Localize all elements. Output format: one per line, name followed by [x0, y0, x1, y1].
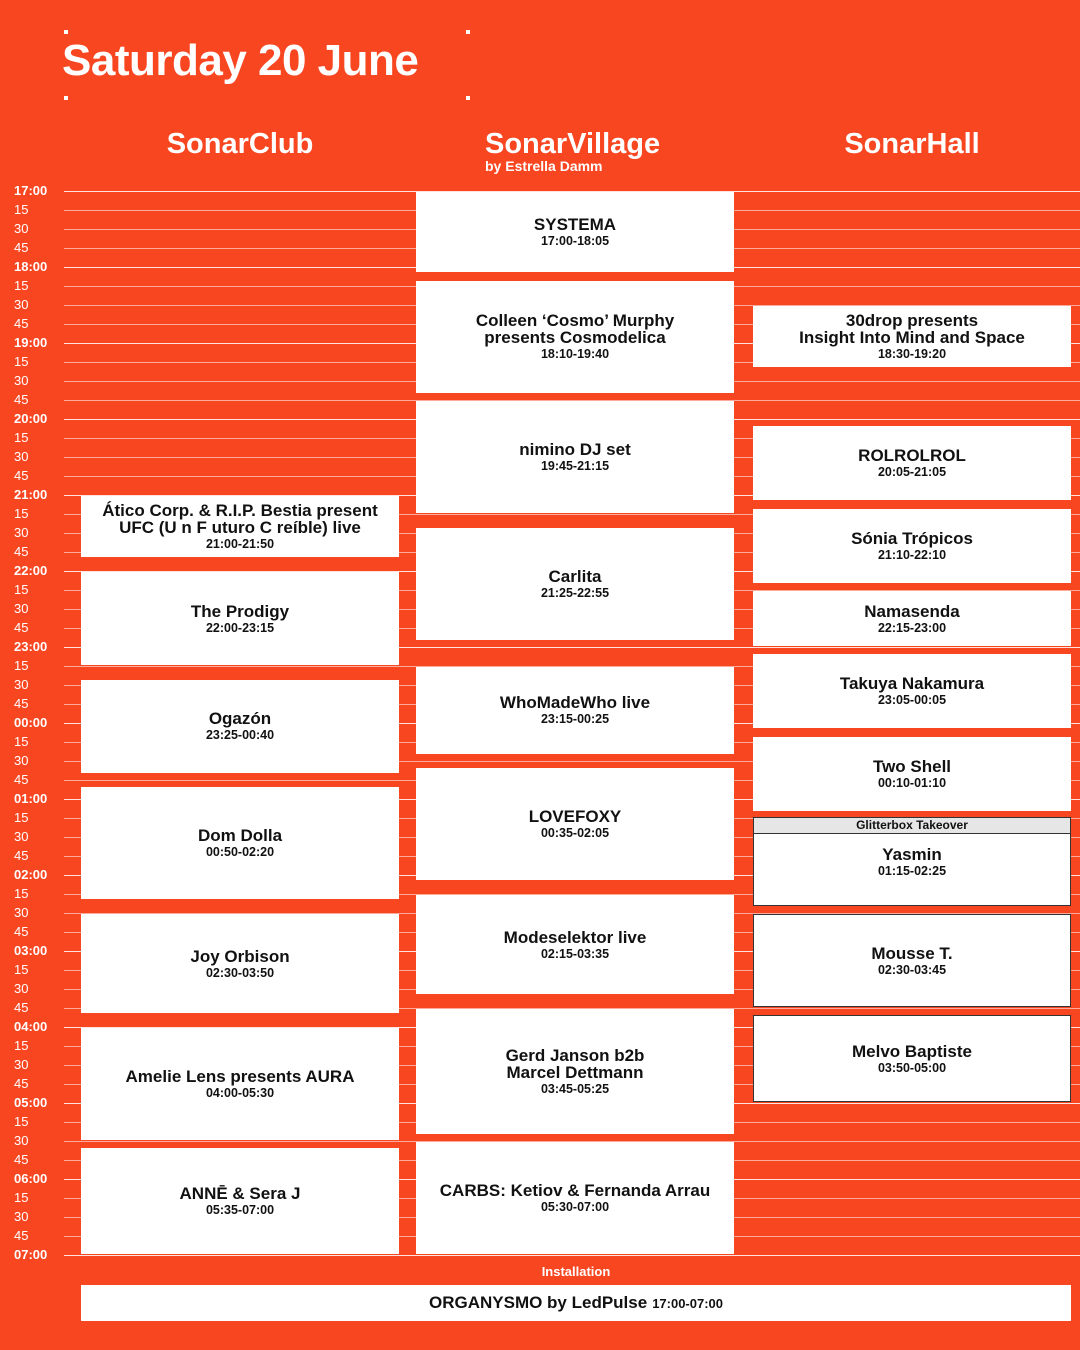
- time-label: 04:00: [14, 1019, 48, 1034]
- time-label: 15: [14, 962, 29, 977]
- event-time: 18:10-19:40: [540, 347, 610, 362]
- time-label: 15: [14, 810, 29, 825]
- time-label: 30: [14, 981, 29, 996]
- grid-line: [64, 1255, 1080, 1256]
- event-name: SYSTEMA: [533, 215, 617, 235]
- sonarvillage-event[interactable]: [416, 1142, 734, 1254]
- event-name: Gerd Janson b2b Marcel Dettmann: [505, 1045, 645, 1082]
- time-label: 15: [14, 278, 29, 293]
- time-label: 30: [14, 753, 29, 768]
- event-time: 22:15-23:00: [877, 620, 947, 635]
- event-name: Ogazón: [208, 709, 272, 729]
- event-name: LOVEFOXY: [528, 807, 622, 827]
- installation-label: Installation: [541, 1264, 611, 1279]
- time-label: 01:00: [14, 791, 48, 806]
- event-time: 00:50-02:20: [205, 845, 275, 860]
- event-name: Takuya Nakamura: [839, 674, 985, 694]
- event-time: 19:45-21:15: [540, 459, 610, 473]
- time-label: 45: [14, 544, 29, 559]
- time-label: 20:00: [14, 411, 48, 426]
- sonarclub-event[interactable]: [81, 787, 399, 899]
- stage-header-sonarhall: [753, 128, 1071, 161]
- time-label: 45: [14, 1000, 29, 1015]
- event-name: Yasmin: [882, 845, 942, 865]
- time-label: 15: [14, 734, 29, 749]
- sonarvillage-event[interactable]: [416, 528, 734, 640]
- event-time: 05:30-07:00: [540, 1200, 610, 1214]
- stage-name: SonarClub: [166, 128, 314, 160]
- event-time: 18:30-19:20: [877, 347, 947, 362]
- time-label: 30: [14, 297, 29, 312]
- time-label: 30: [14, 525, 29, 540]
- time-label: 03:00: [14, 943, 48, 958]
- time-label: 45: [14, 468, 29, 483]
- stage-sponsor: by Estrella Damm: [485, 158, 603, 174]
- sonarhall-event[interactable]: [753, 737, 1071, 811]
- event-name: Joy Orbison: [190, 946, 290, 966]
- event-name: Amelie Lens presents AURA: [125, 1067, 355, 1086]
- time-label: 45: [14, 1152, 29, 1167]
- glitterbox-takeover-banner: Glitterbox Takeover: [753, 817, 1071, 834]
- sonarvillage-event[interactable]: [416, 895, 734, 994]
- sonarvillage-event[interactable]: [416, 667, 734, 754]
- sonarvillage-event[interactable]: [416, 192, 734, 272]
- time-label: 45: [14, 848, 29, 863]
- stage-name: SonarVillage: [485, 128, 661, 160]
- corner-mark: [466, 96, 470, 100]
- event-name: The Prodigy: [190, 601, 290, 621]
- time-label: 15: [14, 658, 29, 673]
- time-label: 05:00: [14, 1095, 48, 1110]
- event-name: Mousse T.: [871, 943, 953, 963]
- sonarvillage-event[interactable]: [416, 768, 734, 880]
- event-name: Carlita: [548, 566, 602, 586]
- time-label: 06:00: [14, 1171, 48, 1186]
- time-label: 15: [14, 430, 29, 445]
- time-label: 45: [14, 620, 29, 635]
- stage-header-sonarvillage: [485, 128, 660, 174]
- sonarclub-event[interactable]: [81, 496, 399, 557]
- event-time: 21:25-22:55: [540, 585, 610, 600]
- event-time: 02:30-03:45: [877, 962, 947, 977]
- corner-mark: [466, 30, 470, 34]
- sonarclub-event[interactable]: [81, 572, 399, 665]
- time-label: 07:00: [14, 1247, 48, 1262]
- time-label: 30: [14, 373, 29, 388]
- time-label: 30: [14, 601, 29, 616]
- event-name: Modeselektor live: [503, 927, 647, 947]
- event-time: 23:15-00:25: [540, 712, 610, 727]
- time-label: 45: [14, 1228, 29, 1243]
- event-time: 22:00-23:15: [205, 620, 275, 635]
- corner-mark: [64, 96, 68, 100]
- sonarhall-event[interactable]: [753, 306, 1071, 367]
- event-time: 23:25-00:40: [205, 728, 275, 743]
- time-label: 30: [14, 829, 29, 844]
- event-name: CARBS: Ketiov & Fernanda Arrau: [439, 1181, 711, 1200]
- event-name: ROLROLROL: [858, 446, 966, 466]
- event-time: 02:30-03:50: [205, 965, 275, 980]
- sonarhall-event[interactable]: [753, 426, 1071, 500]
- stage-name: SonarHall: [844, 128, 980, 160]
- time-label: 23:00: [14, 639, 48, 654]
- time-label: 15: [14, 202, 29, 217]
- sonarhall-event[interactable]: [753, 654, 1071, 728]
- page-title: Saturday 20 June: [62, 36, 419, 85]
- corner-mark: [64, 30, 68, 34]
- event-name: Two Shell: [872, 756, 952, 776]
- time-label: 15: [14, 1114, 29, 1129]
- time-label: 30: [14, 1133, 29, 1148]
- sonarvillage-event[interactable]: [416, 1009, 734, 1134]
- sonarhall-event[interactable]: [753, 1015, 1071, 1102]
- time-label: 15: [14, 1038, 29, 1053]
- event-time: 17:00-18:05: [540, 234, 610, 249]
- time-label: 17:00: [14, 183, 48, 198]
- event-name: ANNĒ & Sera J: [179, 1184, 301, 1204]
- sonarhall-event[interactable]: [753, 591, 1071, 646]
- time-label: 19:00: [14, 335, 48, 350]
- time-label: 45: [14, 240, 29, 255]
- event-name: 30drop presents Insight Into Mind and Space: [799, 311, 1025, 348]
- sonarvillage-event[interactable]: [416, 401, 734, 513]
- time-label: 30: [14, 221, 29, 236]
- sonarclub-event[interactable]: [81, 1148, 399, 1254]
- event-time: 23:05-00:05: [877, 693, 947, 708]
- time-label: 02:00: [14, 867, 48, 882]
- event-time: 02:15-03:35: [540, 946, 610, 961]
- sonarclub-event[interactable]: [81, 914, 399, 1013]
- event-time: 20:05-21:05: [877, 465, 947, 480]
- time-label: 45: [14, 316, 29, 331]
- time-label: 30: [14, 905, 29, 920]
- time-label: 21:00: [14, 487, 48, 502]
- sonarhall-event[interactable]: [753, 914, 1071, 1007]
- sonarhall-event[interactable]: [753, 509, 1071, 583]
- sonarclub-event[interactable]: [81, 680, 399, 773]
- event-time: 01:15-02:25: [877, 864, 947, 879]
- time-label: 45: [14, 696, 29, 711]
- time-label: 15: [14, 506, 29, 521]
- time-label: 15: [14, 582, 29, 597]
- event-time: 03:45-05:25: [540, 1081, 610, 1096]
- event-name: Sónia Trópicos: [851, 528, 973, 548]
- time-label: 30: [14, 449, 29, 464]
- event-name: Dom Dolla: [197, 826, 283, 846]
- time-label: 30: [14, 1057, 29, 1072]
- time-label: 45: [14, 772, 29, 787]
- time-label: 45: [14, 392, 29, 407]
- event-name: WhoMadeWho live: [499, 693, 651, 713]
- event-time: 03:50-05:00: [877, 1060, 947, 1075]
- time-label: 45: [14, 1076, 29, 1091]
- time-label: 45: [14, 924, 29, 939]
- event-name: nimino DJ set: [519, 440, 631, 459]
- time-label: 15: [14, 886, 29, 901]
- sonarvillage-event[interactable]: [416, 281, 734, 393]
- time-label: 30: [14, 677, 29, 692]
- event-name: Ático Corp. & R.I.P. Bestia present UFC (U n F uturo C reíble) live: [102, 501, 378, 538]
- installation-bar[interactable]: [81, 1285, 1071, 1321]
- sonarclub-event[interactable]: [81, 1028, 399, 1140]
- event-time: 05:35-07:00: [205, 1203, 275, 1218]
- installation-time: 17:00-07:00: [652, 1295, 724, 1311]
- time-label: 22:00: [14, 563, 48, 578]
- event-time: 21:00-21:50: [205, 537, 275, 552]
- event-time: 00:35-02:05: [540, 826, 610, 841]
- event-name: Melvo Baptiste: [852, 1041, 972, 1061]
- time-label: 15: [14, 1190, 29, 1205]
- time-label: 30: [14, 1209, 29, 1224]
- event-time: 04:00-05:30: [205, 1086, 275, 1100]
- event-name: Colleen ‘Cosmo’ Murphy presents Cosmodelica: [475, 311, 675, 348]
- installation-name: ORGANYSMO by LedPulse: [428, 1293, 648, 1312]
- event-time: 21:10-22:10: [877, 547, 947, 562]
- time-label: 15: [14, 354, 29, 369]
- stage-header-sonarclub: [81, 128, 399, 161]
- event-time: 00:10-01:10: [877, 775, 947, 790]
- time-label: 18:00: [14, 259, 48, 274]
- event-name: Namasenda: [864, 601, 960, 621]
- time-label: 00:00: [14, 715, 48, 730]
